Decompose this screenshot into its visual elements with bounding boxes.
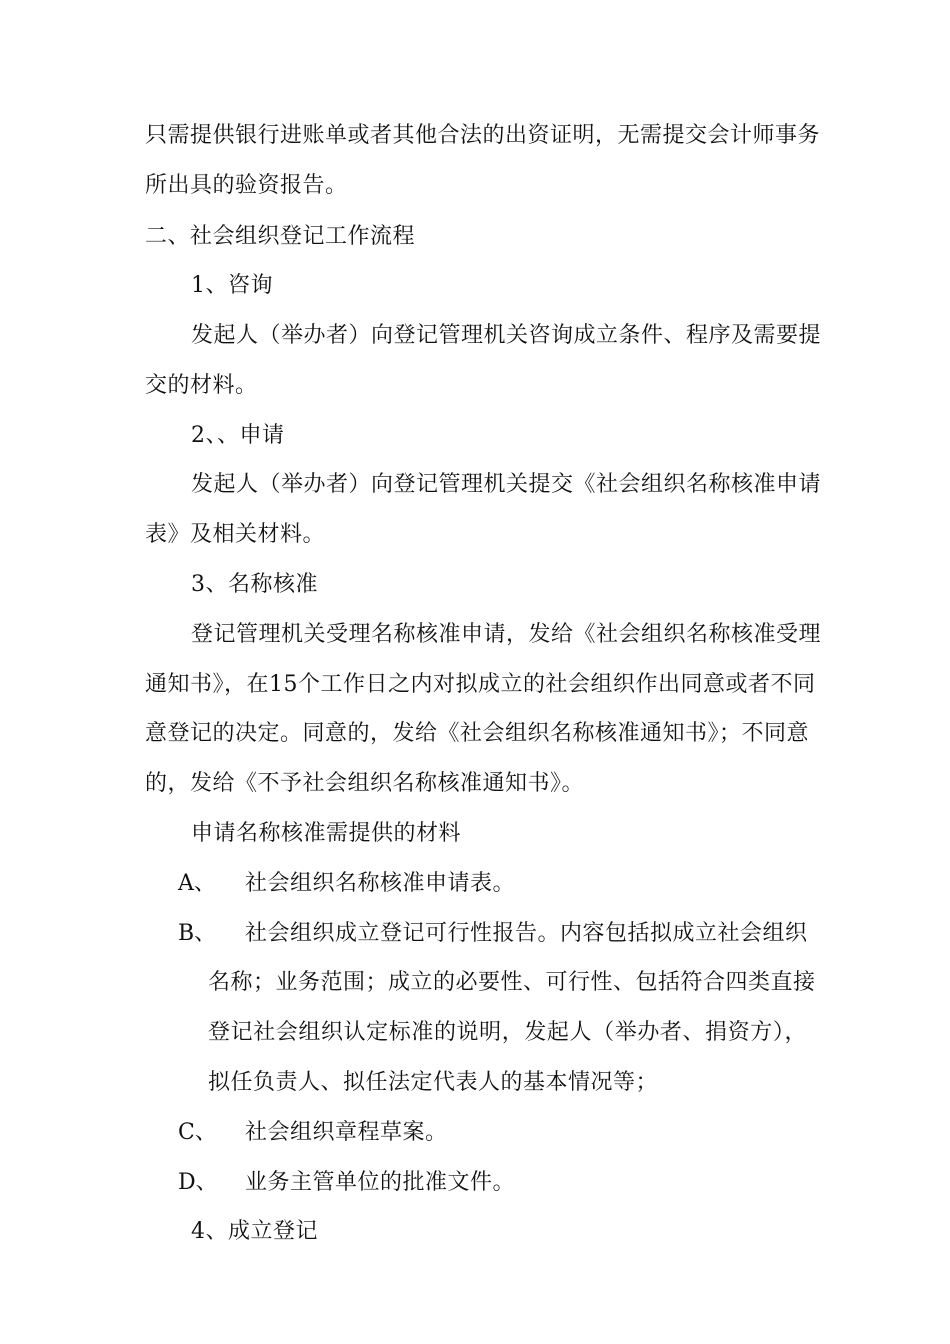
item-d-marker: D、 bbox=[178, 1170, 218, 1195]
step-3-body-line-4: 的，发给《不予社会组织名称核准通知书》。 bbox=[145, 771, 585, 796]
step-2-body-line-2: 表》及相关材料。 bbox=[145, 522, 326, 547]
step-1-body-line-1: 发起人（举办者）向登记管理机关咨询成立条件、程序及需要提 bbox=[191, 323, 822, 348]
step-2-heading: 2、、申请 bbox=[191, 423, 285, 448]
step-3-heading: 3、名称核准 bbox=[191, 572, 318, 597]
step-3-body-line-1: 登记管理机关受理名称核准申请，发给《社会组织名称核准受理 bbox=[191, 622, 822, 647]
step-3-body-line-3: 意登记的决定。同意的，发给《社会组织名称核准通知书》；不同意 bbox=[145, 721, 810, 746]
item-d-text: 业务主管单位的批准文件。 bbox=[245, 1170, 516, 1195]
intro-line-2: 所出具的验资报告。 bbox=[145, 173, 348, 198]
item-b-text-line-1: 社会组织成立登记可行性报告。内容包括拟成立社会组织 bbox=[245, 921, 808, 946]
item-a-text: 社会组织名称核准申请表。 bbox=[245, 871, 516, 896]
section-title: 二、社会组织登记工作流程 bbox=[145, 224, 416, 249]
item-c-marker: C、 bbox=[178, 1120, 217, 1145]
item-b-text-line-4: 拟任负责人、拟任法定代表人的基本情况等； bbox=[208, 1070, 659, 1095]
step-2-body-line-1: 发起人（举办者）向登记管理机关提交《社会组织名称核准申请 bbox=[191, 472, 822, 497]
item-c-text: 社会组织章程草案。 bbox=[245, 1120, 448, 1145]
item-b-marker: B、 bbox=[178, 921, 217, 946]
intro-line-1: 只需提供银行进账单或者其他合法的出资证明，无需提交会计师事务 bbox=[145, 123, 821, 148]
materials-heading: 申请名称核准需提供的材料 bbox=[191, 821, 462, 846]
item-b-text-line-2: 名称；业务范围；成立的必要性、可行性、包括符合四类直接 bbox=[208, 970, 816, 995]
item-b-text-line-3: 登记社会组织认定标准的说明，发起人（举办者、捐资方）， bbox=[208, 1020, 807, 1045]
step-1-body-line-2: 交的材料。 bbox=[145, 373, 258, 398]
step-4-heading: 4、成立登记 bbox=[191, 1219, 318, 1244]
step-3-body-line-2: 通知书》，在15个工作日之内对拟成立的社会组织作出同意或者不同 bbox=[145, 672, 816, 697]
item-a-marker: A、 bbox=[178, 871, 216, 896]
step-1-heading: 1、咨询 bbox=[191, 273, 273, 298]
